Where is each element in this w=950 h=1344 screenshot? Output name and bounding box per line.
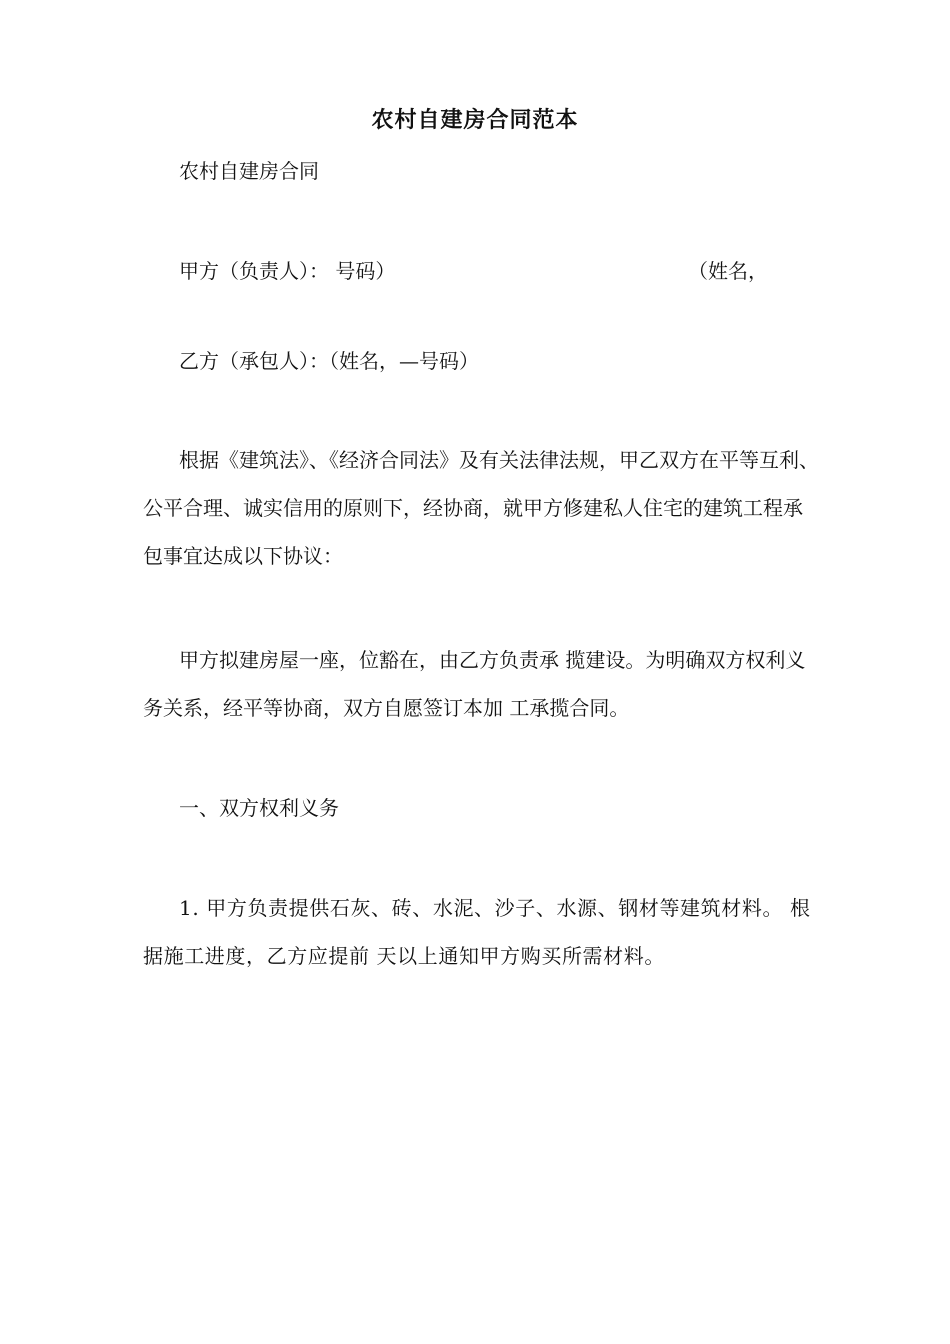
section-heading-rights-obligations: 一、双方权利义务: [179, 796, 339, 820]
contract-subtitle: 农村自建房合同: [179, 159, 319, 183]
construction-scope-paragraph: 甲方拟建房屋一座，位豁在，由乙方负责承 揽建设。为明确双方权利义务关系，经平等协商，双方自愿签订本加 工承揽合同。: [143, 648, 806, 720]
clause-item-1: 1. 甲方负责提供石灰、砖、水泥、沙子、水源、钢材等建筑材料。 根据施工进度，乙方应提前 天以上通知甲方购买所需材料。: [143, 896, 811, 968]
document-title: 农村自建房合同范本: [371, 107, 579, 133]
party-a-name-hint: （姓名，: [688, 259, 768, 283]
party-b-line: 乙方（承包人）：（姓名，—号码）: [179, 349, 479, 373]
party-a-line: 甲方（负责人）： 号码）: [179, 259, 396, 283]
legal-basis-paragraph: 根据《建筑法》、《经济合同法》及有关法律法规，甲乙双方在平等互利、公平合理、诚实信用的原则下，经协商，就甲方修建私人住宅的建筑工程承包事宜达成以下协议：: [143, 448, 819, 568]
